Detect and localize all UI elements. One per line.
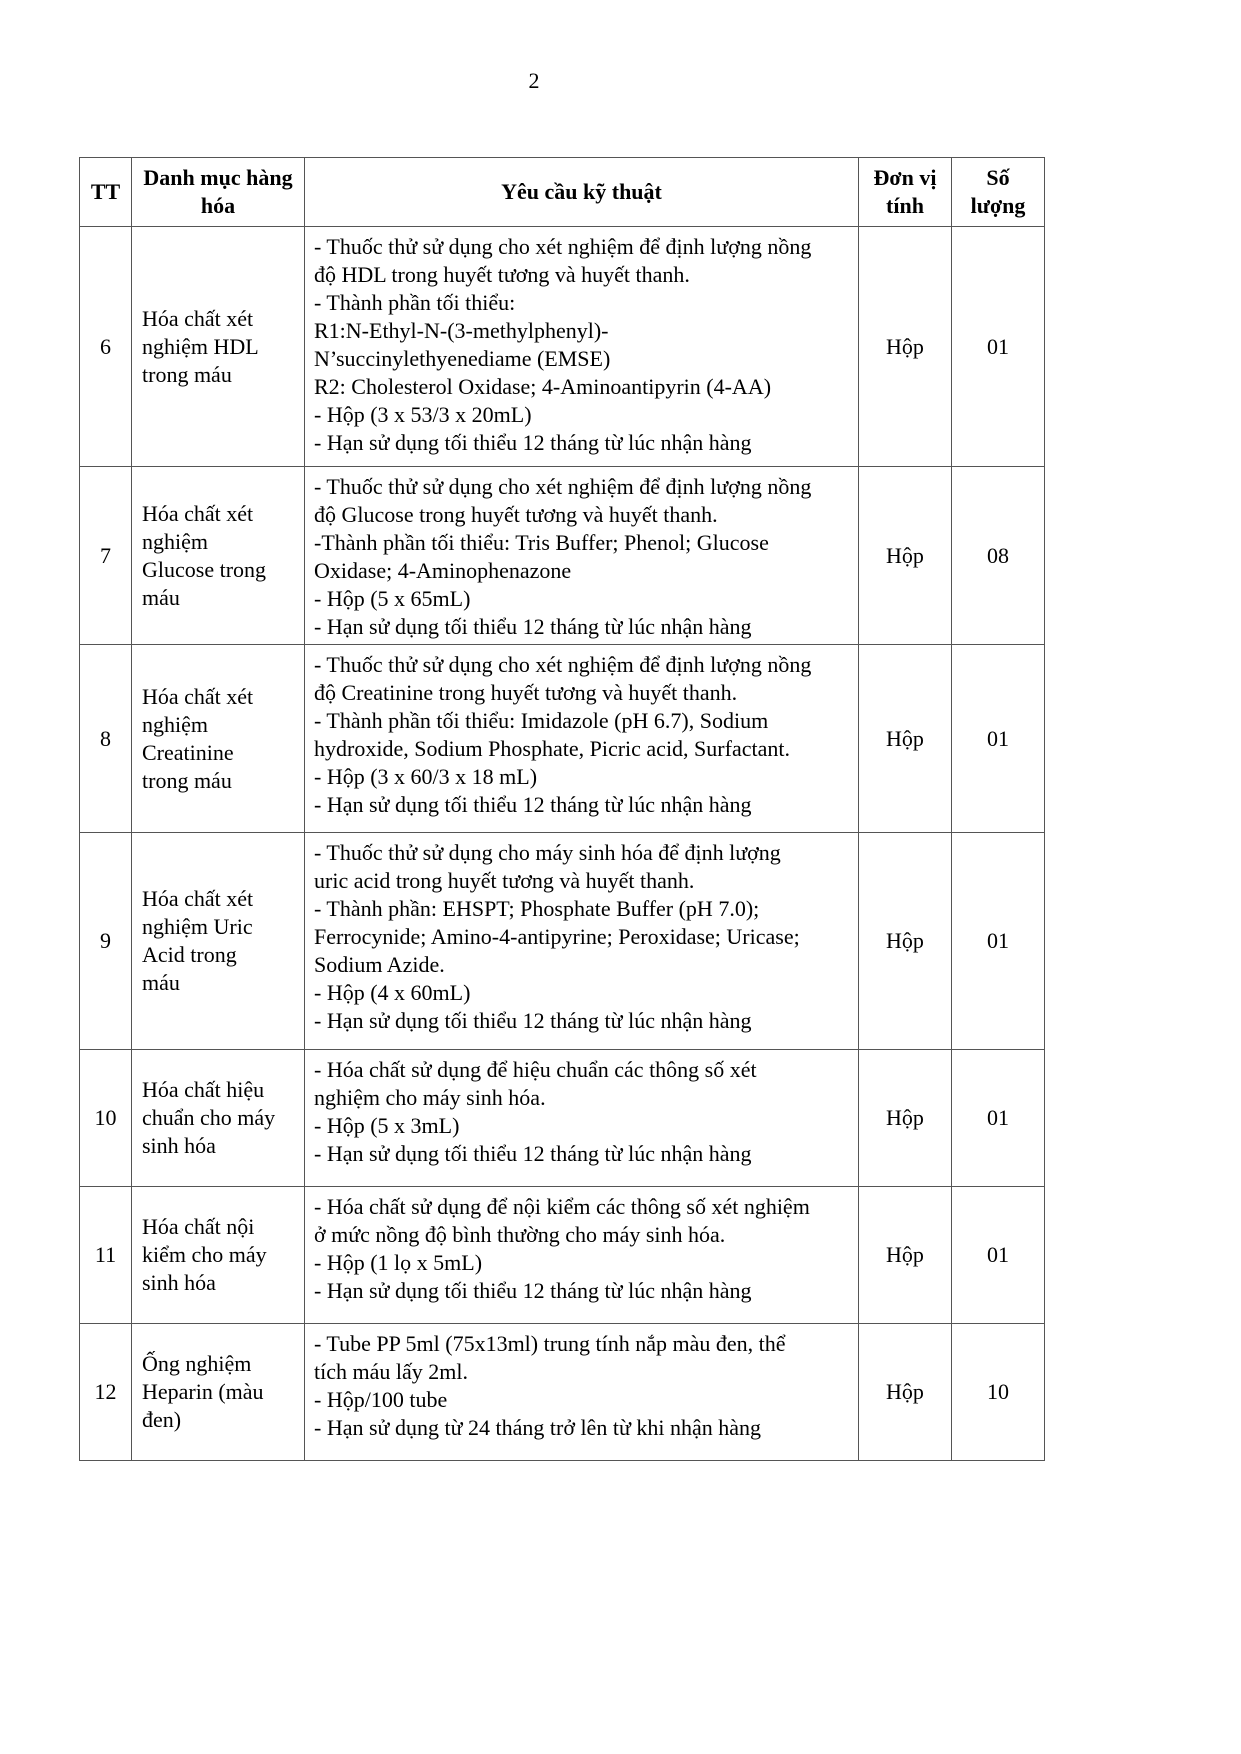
item-name-line: sinh hóa [142, 1133, 216, 1158]
quantity: 01 [952, 1050, 1045, 1187]
spec-line: tích máu lấy 2ml. [314, 1359, 468, 1384]
spec-line: - Hạn sử dụng tối thiểu 12 tháng từ lúc nhận hàng [314, 1278, 752, 1303]
row-number: 6 [80, 227, 132, 467]
header-unit: Đơn vị tính [859, 158, 952, 227]
technical-spec [305, 467, 859, 645]
quantity: 08 [952, 467, 1045, 645]
item-name [132, 1050, 305, 1187]
item-name-line: Creatinine [142, 739, 234, 765]
item-name-line: nghiệm [142, 711, 208, 737]
row-number: 11 [80, 1187, 132, 1324]
spec-line: - Hộp/100 tube [314, 1387, 448, 1412]
page-number: 2 [528, 68, 540, 93]
item-name-line: Glucose trong [142, 556, 267, 582]
table-row [80, 1324, 1045, 1461]
item-name-line: Hóa chất xét [142, 886, 254, 911]
item-name [132, 1187, 305, 1324]
spec-line: - Hạn sử dụng tối thiểu 12 tháng từ lúc nhận hàng [314, 614, 752, 639]
item-name-line: Hóa chất xét [142, 683, 254, 709]
spec-line: độ Creatinine trong huyết tương và huyết thanh. [314, 680, 738, 705]
header-tt: TT [80, 158, 132, 227]
spec-line: - Hóa chất sử dụng để nội kiểm các thông số xét nghiệm [314, 1194, 810, 1219]
technical-spec [305, 645, 859, 833]
item-name-line: nghiệm Uric [142, 914, 253, 939]
technical-spec [305, 1050, 859, 1187]
unit: Hộp [859, 227, 952, 467]
header-name: Danh mục hàng hóa [132, 158, 305, 227]
spec-line: Sodium Azide. [314, 952, 445, 977]
item-name [132, 227, 305, 467]
item-name-line: nghiệm HDL [142, 333, 259, 359]
item-name [132, 467, 305, 645]
table-row [80, 227, 1045, 467]
spec-line: - Hạn sử dụng từ 24 tháng trở lên từ khi nhận hàng [314, 1415, 762, 1440]
table-row [80, 1187, 1045, 1324]
table-header-row [80, 158, 1045, 227]
technical-spec [305, 227, 859, 467]
spec-line: - Thành phần: EHSPT; Phosphate Buffer (pH 7.0); [314, 896, 760, 921]
spec-line: R1:N-Ethyl-N-(3-methylphenyl)- [314, 318, 609, 343]
header-spec: Yêu cầu kỹ thuật [305, 158, 859, 227]
spec-line: - Hóa chất sử dụng để hiệu chuẩn các thông số xét [314, 1057, 757, 1082]
table-row [80, 1050, 1045, 1187]
spec-line: - Thuốc thử sử dụng cho máy sinh hóa để định lượng [314, 840, 781, 865]
unit: Hộp [859, 1324, 952, 1461]
row-number: 8 [80, 645, 132, 833]
table-row [80, 833, 1045, 1050]
item-name-line: nghiệm [142, 528, 208, 554]
spec-line: N’succinylethyenediame (EMSE) [314, 346, 611, 371]
row-number: 7 [80, 467, 132, 645]
spec-line: độ HDL trong huyết tương và huyết thanh. [314, 262, 690, 287]
spec-line: R2: Cholesterol Oxidase; 4-Aminoantipyrin (4-AA) [314, 374, 772, 399]
spec-line: Ferrocynide; Amino-4-antipyrine; Peroxidase; Uricase; [314, 924, 800, 949]
item-name-line: Hóa chất xét [142, 305, 254, 331]
unit: Hộp [859, 833, 952, 1050]
item-name-line: Ống nghiệm [142, 1351, 252, 1376]
table-row [80, 467, 1045, 645]
spec-line: - Thành phần tối thiểu: Imidazole (pH 6.7), Sodium [314, 708, 769, 733]
spec-line: - Hạn sử dụng tối thiểu 12 tháng từ lúc nhận hàng [314, 1141, 752, 1166]
spec-line: - Tube PP 5ml (75x13ml) trung tính nắp màu đen, thể [314, 1331, 786, 1356]
spec-line: - Thuốc thử sử dụng cho xét nghiệm để định lượng nồng [314, 234, 812, 259]
unit: Hộp [859, 467, 952, 645]
quantity: 01 [952, 227, 1045, 467]
quantity: 10 [952, 1324, 1045, 1461]
spec-line: uric acid trong huyết tương và huyết thanh. [314, 868, 695, 893]
item-name-line: Hóa chất nội [142, 1214, 255, 1239]
spec-line: - Hộp (3 x 53/3 x 20mL) [314, 402, 532, 427]
spec-line: -Thành phần tối thiểu: Tris Buffer; Phenol; Glucose [314, 530, 769, 555]
item-name-line: Acid trong [142, 942, 237, 967]
item-name-line: máu [142, 970, 180, 995]
item-name-line: Hóa chất xét [142, 500, 254, 526]
spec-line: - Hạn sử dụng tối thiểu 12 tháng từ lúc nhận hàng [314, 1008, 752, 1033]
unit: Hộp [859, 1187, 952, 1324]
quantity: 01 [952, 833, 1045, 1050]
item-name [132, 833, 305, 1050]
row-number: 9 [80, 833, 132, 1050]
item-name-line: sinh hóa [142, 1270, 216, 1295]
spec-line: - Thành phần tối thiểu: [314, 290, 516, 315]
spec-line: - Hộp (3 x 60/3 x 18 mL) [314, 764, 538, 789]
spec-line: - Hạn sử dụng tối thiểu 12 tháng từ lúc nhận hàng [314, 430, 752, 455]
spec-line: hydroxide, Sodium Phosphate, Picric acid, Surfactant. [314, 736, 790, 761]
item-name-line: Hóa chất hiệu [142, 1077, 265, 1102]
item-name-line: kiểm cho máy [142, 1242, 267, 1267]
item-name-line: đen) [142, 1407, 182, 1432]
spec-line: - Hộp (1 lọ x 5mL) [314, 1250, 483, 1275]
spec-line: - Hộp (5 x 65mL) [314, 586, 471, 611]
spec-line: - Thuốc thử sử dụng cho xét nghiệm để định lượng nồng [314, 474, 812, 499]
quantity: 01 [952, 1187, 1045, 1324]
spec-line: - Hộp (4 x 60mL) [314, 980, 471, 1005]
item-name-line: trong máu [142, 767, 232, 793]
row-number: 12 [80, 1324, 132, 1461]
spec-line: ở mức nồng độ bình thường cho máy sinh hóa. [314, 1222, 726, 1247]
item-name-line: trong máu [142, 361, 232, 387]
spec-line: - Hạn sử dụng tối thiểu 12 tháng từ lúc nhận hàng [314, 792, 752, 817]
table-row [80, 645, 1045, 833]
quantity: 01 [952, 645, 1045, 833]
item-name [132, 1324, 305, 1461]
technical-spec [305, 833, 859, 1050]
spec-line: - Hộp (5 x 3mL) [314, 1113, 460, 1138]
item-name-line: Heparin (màu [142, 1379, 264, 1404]
unit: Hộp [859, 645, 952, 833]
header-qty: Số lượng [952, 158, 1045, 227]
spec-line: Oxidase; 4-Aminophenazone [314, 558, 572, 583]
spec-line: nghiệm cho máy sinh hóa. [314, 1085, 546, 1110]
spec-line: độ Glucose trong huyết tương và huyết thanh. [314, 502, 718, 527]
technical-spec [305, 1187, 859, 1324]
item-name-line: máu [142, 584, 180, 610]
goods-table [79, 157, 1045, 1461]
technical-spec [305, 1324, 859, 1461]
unit: Hộp [859, 1050, 952, 1187]
row-number: 10 [80, 1050, 132, 1187]
spec-line: - Thuốc thử sử dụng cho xét nghiệm để định lượng nồng [314, 652, 812, 677]
item-name-line: chuẩn cho máy [142, 1105, 276, 1130]
item-name [132, 645, 305, 833]
